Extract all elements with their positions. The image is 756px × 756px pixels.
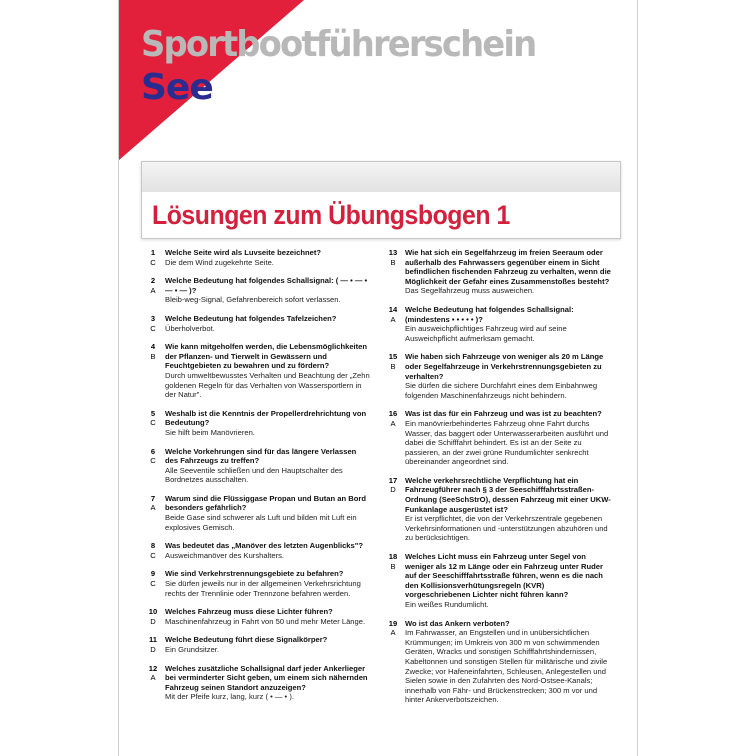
question-number-block	[381, 552, 405, 610]
question-number-block	[141, 248, 165, 267]
answer-letter: A	[390, 418, 396, 428]
question-number: 2	[150, 276, 156, 286]
question-number: 18	[388, 552, 398, 562]
question-body	[165, 607, 371, 626]
question-text: Welches Licht muss ein Fahrzeug unter Segel von weniger als 12 m Länge oder ein Fahrzeug unter Ruder auf der Seeschifffahrtsstraße führen, wenn es die nach den Kollisionsverhütungsregeln (KVR) vorgeschriebenen Lichter nicht führen kann?	[405, 552, 603, 600]
banner-strip	[142, 162, 620, 192]
question-text: Wie sind Verkehrstrennungsgebiete zu befahren?	[165, 569, 344, 579]
question-number-block	[141, 635, 165, 654]
answer-text: Überholverbot.	[165, 323, 215, 333]
answer-text: Alle Seeventile schließen und den Hauptschalter des Bordnetzes ausschalten.	[165, 465, 343, 485]
question-body	[165, 314, 371, 333]
question-body	[165, 409, 371, 438]
answer-letter: A	[390, 628, 396, 638]
question-number: 9	[150, 569, 156, 579]
question-text: Wie hat sich ein Segelfahrzeug im freien Seeraum oder außerhalb des Fahrwassers gegenüber einem in Sicht befindlichen fischenden Fahrzeug zu verhalten, wenn die Möglichkeit der Gefahr eines Zusammenstoßes besteht?	[405, 248, 611, 286]
answer-letter: A	[390, 314, 396, 324]
document-page	[118, 0, 638, 756]
question-item	[141, 409, 371, 438]
answer-text: Ein ausweichpflichtiges Fahrzeug wird auf seine Ausweichpflicht aufmerksam gemacht.	[405, 324, 567, 343]
answer-text: Im Fahrwasser, an Engstellen und in unübersichtlichen Krümmungen; im Umkreis von 300 m von schwimmenden Geräten, Wracks und sonstigen Schifffahrtshindernissen, Kabeltonnen und sonstigen Stellen für militärische und zivile Zwecke; vor Hafeneinfahrten, Schleusen, Anlegestellen und Sielen sowie in den Zufahrten des Nord-Ostsee-Kanals; innerhalb von Fähr- und Brückenstrecken; 300 m vor und hinter Ankerverbotszeichen.	[405, 628, 608, 705]
question-body	[165, 494, 371, 532]
question-text: Wie kann mitgeholfen werden, die Lebensmöglichkeiten der Pflanzen- und Tierwelt in Gewässern und Feuchtgebieten zu bewahren und zu fördern?	[165, 342, 368, 371]
question-item	[381, 305, 611, 343]
answer-text: Ein Grundsitzer.	[165, 645, 220, 654]
answer-letter: D	[390, 485, 396, 495]
question-number: 11	[148, 635, 158, 645]
question-number-block	[381, 409, 405, 467]
answer-text: Sie dürfen jeweils nur in der allgemeinen Verkehrsrichtung rechts der Trennlinie oder Trennzone befahren werden.	[165, 579, 361, 598]
answer-letter: C	[150, 418, 156, 428]
answer-letter: B	[390, 361, 396, 371]
answer-letter: B	[390, 257, 396, 267]
answer-letter: A	[150, 673, 156, 683]
question-number: 19	[388, 618, 398, 628]
answer-letter: B	[390, 561, 396, 571]
answer-letter: A	[150, 503, 156, 513]
question-number: 8	[150, 541, 156, 551]
question-text: Welche Bedeutung führt diese Signalkörper?	[165, 635, 328, 645]
question-number: 15	[388, 352, 398, 362]
question-item	[141, 248, 371, 267]
question-body	[165, 635, 371, 654]
question-text: Welche verkehrsrechtliche Verpflichtung hat ein Fahrzeugführer nach § 3 der Seeschifffahrtsstraßen-Ordnung (SeeSchStrO), dessen Fahrzeug mit einer UKW-Funkanlage ausgerüstet ist?	[405, 475, 611, 514]
question-item	[141, 635, 371, 654]
right-column	[381, 248, 611, 714]
question-body	[405, 619, 611, 705]
answer-letter: C	[150, 257, 156, 267]
question-number-block	[141, 541, 165, 560]
answer-letter: D	[150, 616, 156, 626]
answer-text: Die dem Wind zugekehrte Seite.	[165, 257, 274, 267]
question-text: Was ist das für ein Fahrzeug und was ist zu beachten?	[405, 409, 602, 419]
question-item	[141, 541, 371, 560]
question-text: Welche Bedeutung hat folgendes Schallsignal: (mindestens • • • • • )?	[405, 304, 574, 324]
question-item	[381, 352, 611, 400]
answer-letter: C	[150, 579, 156, 589]
question-item	[141, 494, 371, 532]
question-text: Welches zusätzliche Schallsignal darf jeder Ankerlieger bei verminderter Sicht geben, um einem sich nähernden Fahrzeug seinen Standort anzuzeigen?	[165, 663, 368, 692]
answer-text: Sie dürfen die sichere Durchfahrt eines dem Einbahnweg folgenden Maschinenfahrzeugs nicht behindern.	[405, 381, 598, 400]
answer-text: Bleib-weg-Signal, Gefahrenbereich sofort verlassen.	[165, 295, 341, 305]
left-column	[141, 248, 371, 711]
question-text: Warum sind die Flüssiggase Propan und Butan an Bord besonders gefährlich?	[165, 493, 366, 513]
question-number: 16	[388, 409, 398, 419]
question-number-block	[141, 494, 165, 532]
question-item	[141, 342, 371, 400]
question-text: Weshalb ist die Kenntnis der Propellerdrehrichtung von Bedeutung?	[165, 408, 367, 428]
question-item	[141, 314, 371, 333]
question-item	[141, 664, 371, 702]
question-number: 5	[150, 408, 156, 418]
answer-text: Ein manövrierbehindertes Fahrzeug ohne Fahrt durchs Wasser, das baggert oder Unterwasserarbeiten ausführt und dabei die Schifffahrt behindert. Es ist an der Seite zu passieren, an der zwei grüne Rundumlichter senkrecht übereinander angeordnet sind.	[405, 418, 609, 467]
question-number-block	[141, 409, 165, 438]
question-body	[405, 352, 611, 400]
answer-text: Mit der Pfeife kurz, lang, kurz ( • — • ).	[165, 692, 294, 702]
question-body	[405, 476, 611, 543]
answer-letter: B	[150, 351, 156, 361]
question-body	[405, 248, 611, 296]
page-title: Lösungen zum Übungsbogen 1	[152, 200, 510, 230]
question-number: 12	[148, 663, 158, 673]
question-number-block	[141, 342, 165, 400]
question-body	[405, 305, 611, 343]
question-number: 10	[148, 607, 158, 617]
question-number: 4	[150, 342, 156, 352]
question-item	[381, 409, 611, 467]
question-item	[141, 276, 371, 305]
question-body	[165, 447, 371, 485]
question-number: 1	[150, 248, 156, 257]
answer-text: Ein weißes Rundumlicht.	[405, 600, 489, 609]
question-item	[381, 619, 611, 705]
question-number: 6	[150, 446, 156, 456]
question-number: 14	[388, 304, 398, 314]
question-text: Welche Bedeutung hat folgendes Schallsignal: ( — • — • — • — )?	[165, 276, 368, 295]
question-number-block	[141, 447, 165, 485]
question-number: 3	[150, 313, 156, 323]
question-body	[165, 342, 371, 400]
question-text: Wo ist das Ankern verboten?	[405, 618, 510, 628]
question-number-block	[141, 569, 165, 598]
question-text: Was bedeutet das „Manöver des letzten Augenblicks"?	[165, 541, 363, 551]
answer-text: Durch umweltbewusstes Verhalten und Beachtung der „Zehn goldenen Regeln für das Verhalten von Wassersportlern in der Natur".	[165, 370, 370, 400]
answer-letter: C	[150, 323, 156, 333]
question-text: Welches Fahrzeug muss diese Lichter führen?	[165, 607, 333, 617]
question-text: Welche Seite wird als Luvseite bezeichnet?	[165, 248, 322, 257]
question-body	[165, 276, 371, 305]
answer-letter: C	[150, 456, 156, 466]
brand-header	[141, 24, 560, 108]
question-number: 17	[388, 475, 398, 485]
question-number-block	[381, 248, 405, 296]
question-text: Welche Bedeutung hat folgendes Tafelzeichen?	[165, 313, 337, 323]
brand-subtitle: See	[141, 67, 213, 108]
question-item	[141, 569, 371, 598]
question-number-block	[141, 664, 165, 702]
answer-letter: D	[150, 645, 156, 654]
question-body	[165, 541, 371, 560]
question-body	[405, 552, 611, 610]
question-item	[141, 607, 371, 626]
question-body	[165, 248, 371, 267]
answer-letter: A	[150, 285, 156, 295]
question-number-block	[381, 476, 405, 543]
question-item	[381, 476, 611, 543]
question-number-block	[381, 619, 405, 705]
question-number-block	[141, 607, 165, 626]
question-number-block	[381, 305, 405, 343]
brand-title: Sportbootführerschein	[141, 24, 536, 65]
question-number-block	[381, 352, 405, 400]
answer-text: Maschinenfahrzeug in Fahrt von 50 und mehr Meter Länge.	[165, 616, 366, 626]
question-item	[141, 447, 371, 485]
answer-text: Sie hilft beim Manövrieren.	[165, 427, 255, 437]
question-number: 7	[150, 493, 156, 503]
question-body	[165, 569, 371, 598]
question-text: Wie haben sich Fahrzeuge von weniger als 20 m Länge oder Segelfahrzeuge in Verkehrstrennungsgebieten zu verhalten?	[405, 352, 604, 381]
answer-letter: C	[150, 550, 156, 560]
answer-text: Beide Gase sind schwerer als Luft und bilden mit Luft ein explosives Gemisch.	[165, 513, 357, 532]
answer-text: Das Segelfahrzeug muss ausweichen.	[405, 286, 535, 296]
question-number: 13	[388, 248, 398, 257]
question-body	[405, 409, 611, 467]
question-text: Welche Vorkehrungen sind für das längere Verlassen des Fahrzeugs zu treffen?	[165, 446, 357, 466]
answer-text: Er ist verpflichtet, die von der Verkehrszentrale gegebenen Verkehrsinformationen und -unterstützungen abzuhören und zu berücksichtigen.	[405, 514, 608, 543]
question-body	[165, 664, 371, 702]
answer-text: Ausweichmanöver des Kurshalters.	[165, 550, 285, 560]
question-number-block	[141, 314, 165, 333]
title-banner	[141, 161, 621, 239]
question-item	[381, 552, 611, 610]
question-item	[381, 248, 611, 296]
question-number-block	[141, 276, 165, 305]
